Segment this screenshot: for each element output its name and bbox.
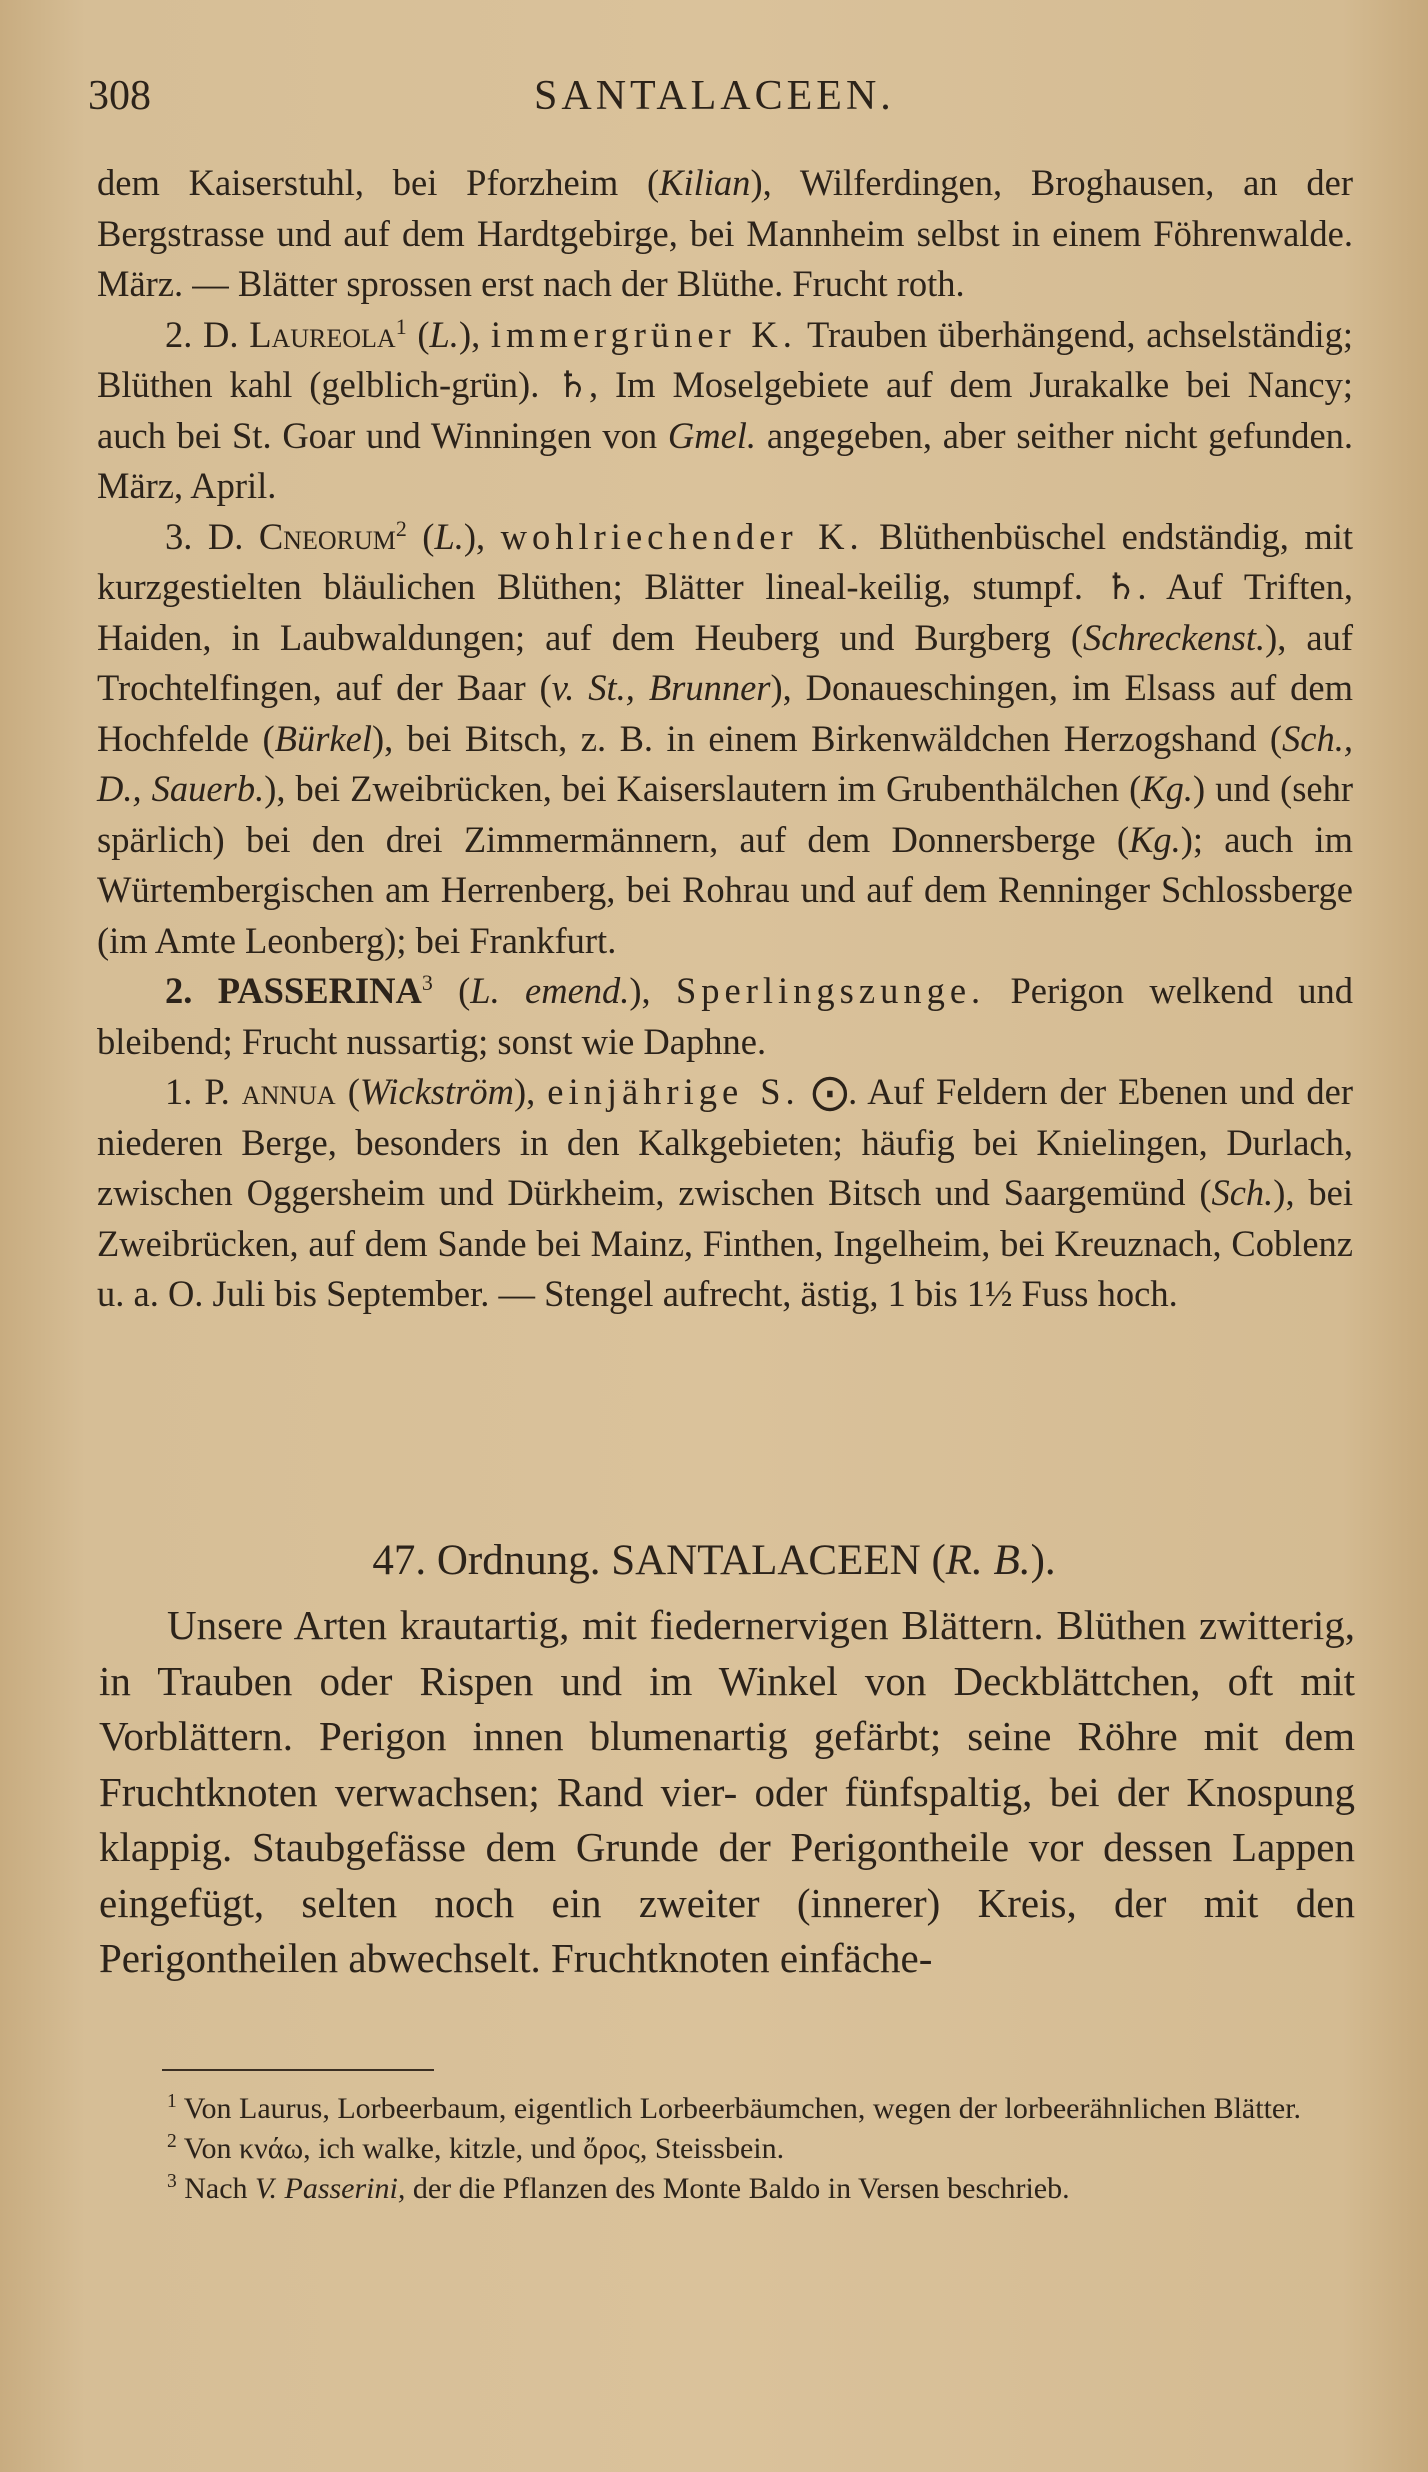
paragraph-order-description: Unsere Arten krautartig, mit fiedernervigen Blättern. Blüthen zwitterig, in Trauben oder Rispen und im Winkel von Deckblättchen, oft mit Vorblättern. Perigon innen blumenartig gefärbt; seine Röhre mit dem Fruchtknoten verwachsen; Rand vier- oder fünfspaltig, bei der Knospung klappig. Staubgefässe dem Grunde der Perigontheile vor dessen Lappen eingefügt, selten noch ein zweiter (innerer) Kreis, der mit den Perigontheilen abwechselt. Fruchtknoten einfäche- — [99, 1602, 1355, 1981]
author-ref: Gmel. — [667, 414, 757, 456]
text-run: ⨀. Auf Feldern der Ebenen und der niederen Berge, besonders in den Kalkgebieten; häufig bei Knielingen, Durlach, zwischen Oggersheim und Dürkheim, zwischen Bitsch und Saargemünd ( — [97, 1071, 1354, 1213]
main-text-upper — [97, 158, 1353, 1320]
text-run: Blüthenbüschel endständig, mit kurzgestielten bläulichen Blüthen; Blätter lineal-keilig, stumpf. ♄. Auf Triften, Haiden, in Laubwaldungen; auf dem Heuberg und Burgberg ( — [97, 515, 1354, 658]
text-run: ), auf Trochtelfingen, auf der Baar ( — [97, 616, 1353, 708]
page-header — [88, 72, 1350, 132]
text-run: ) und (sehr spärlich) bei den drei Zimmermännern, auf dem Donnersberge ( — [97, 768, 1354, 860]
common-name: einjährige S. — [547, 1071, 800, 1112]
species-author: L. — [434, 515, 464, 557]
species-name: annua — [241, 1071, 336, 1112]
main-text-lower — [99, 1598, 1355, 1987]
author-ref: Schreckenst. — [1083, 616, 1266, 658]
text-run: ); auch im Würtembergischen am Herrenberg, bei Rohrau und auf dem Renninger Schlossberge (im Amte Leonberg); bei Frankfurt. — [97, 818, 1353, 961]
species-name: Cneorum — [258, 515, 396, 557]
footnote-text: Von κνάω, ich walke, kitzle, und ὄρος, Steissbein. — [183, 2132, 785, 2165]
paragraph-daphne-laureola: 2. D. Laureola$^1$ (L.), immergrüner K. Trauben überhängend, achselständig; Blüthen kahl (gelblich-grün). ♄, Im Moselgebiete auf dem Jurakalke bei Nancy; auch bei St. Goar und Winningen von Gmel. angegeben, aber seither nicht gefunden. März, April. — [97, 313, 1354, 506]
footnote-person: V. Passerini, — [255, 2172, 406, 2205]
author-ref: Kilian — [659, 162, 751, 203]
heading-text: ). — [1030, 1537, 1056, 1584]
species-number: 3. D. — [165, 515, 244, 557]
author-ref: v. St., Brunner — [551, 667, 771, 708]
text-run: angegeben, aber seither nicht gefunden. März, April. — [97, 414, 1354, 506]
footnote-text: der die Pflanzen des Monte Baldo in Versen beschrieb. — [412, 2172, 1070, 2205]
species-number: 1. P. — [165, 1071, 230, 1112]
common-name: immergrüner K. — [490, 313, 797, 355]
author-ref: Sch., D., Sauerb. — [97, 717, 1353, 809]
species-number: 2. D. — [165, 313, 239, 355]
text-run: ), bei Zweibrücken, bei Kaiserslautern im Grubenthälchen ( — [264, 768, 1142, 809]
species-author: L. — [429, 313, 459, 355]
footnote-divider — [162, 2069, 434, 2071]
footnote-text: Nach — [184, 2172, 248, 2205]
text-run: ), Wilferdingen, Broghausen, an der Bergstrasse und auf dem Hardtgebirge, bei Mannheim selbst in einem Föhrenwalde. März. — Blätter sprossen erst nach der Blüthe. Frucht roth. — [97, 162, 1353, 304]
running-title: SANTALACEEN. — [534, 73, 895, 119]
species-name: Laureola — [249, 313, 396, 355]
paragraph-daphne-mezereum-cont — [97, 158, 1353, 310]
heading-text: 47. Ordnung. SANTALACEEN ( — [372, 1537, 946, 1584]
author-ref: Kg. — [1141, 768, 1194, 809]
footnote-ref: 3 — [421, 969, 433, 995]
footnote-number: 1 — [167, 2091, 177, 2112]
genus-number: 2. — [165, 970, 193, 1011]
section-heading — [0, 1536, 1428, 1585]
text-run: Perigon welkend und bleibend; Frucht nussartig; sonst wie Daphne. — [97, 970, 1354, 1062]
text-run: dem Kaiserstuhl, bei Pforzheim ( — [97, 162, 660, 203]
text-run: ), Donaueschingen, im Elsass auf dem Hochfelde ( — [97, 667, 1353, 759]
common-name: Sperlingszunge. — [676, 970, 986, 1011]
footnote-text: Von Laurus, Lorbeerbaum, eigentlich Lorbeerbäumchen, wegen der lorbeerähnlichen Blätter. — [183, 2092, 1302, 2125]
footnote-number: 3 — [167, 2171, 177, 2192]
page-number: 308 — [88, 73, 151, 119]
author-ref: Bürkel — [274, 717, 372, 759]
text-run: ), bei Bitsch, z. B. in einem Birkenwäldchen Herzogshand ( — [371, 717, 1283, 759]
text-run: Trauben überhängend, achselständig; Blüthen kahl (gelblich-grün). ♄, Im Moselgebiete auf dem Jurakalke bei Nancy; auch bei St. Goar und Winningen von — [97, 313, 1353, 456]
author-ref: Sch. — [1211, 1172, 1274, 1213]
common-name: wohlriechender K. — [500, 515, 864, 557]
paragraph-passerina-annua: 1. P. annua (Wickström), einjährige S. ⨀. Auf Feldern der Ebenen und der niederen Berge, besonders in den Kalkgebieten; häufig bei Knielingen, Durlach, zwischen Oggersheim und Dürkheim, zwischen Bitsch und Saargemünd (Sch.), bei Zweibrücken, auf dem Sande bei Mainz, Finthen, Ingelheim, bei Kreuznach, Coblenz u. a. O. Juli bis September. — Stengel aufrecht, ästig, 1 bis 1½ Fuss hoch. — [97, 1071, 1354, 1314]
genus-author: L. emend. — [470, 970, 630, 1011]
footnote-ref: 2 — [395, 515, 407, 541]
footnote-1 — [99, 2090, 1355, 2128]
footnotes — [99, 2090, 1355, 2210]
text-run: ), bei Zweibrücken, auf dem Sande bei Mainz, Finthen, Ingelheim, bei Kreuznach, Coblenz u. a. O. Juli bis September. — Stengel aufrecht, ästig, 1 bis 1½ Fuss hoch. — [97, 1172, 1353, 1314]
footnote-2 — [99, 2130, 1355, 2168]
heading-author: R. B. — [945, 1537, 1031, 1584]
paragraph-passerina: 2. PASSERINA$^3$ (L. emend.), Sperlingszunge. Perigon welkend und bleibend; Frucht nussartig; sonst wie Daphne. — [97, 969, 1354, 1062]
author-ref: Kg. — [1128, 818, 1181, 860]
species-author: Wickström — [359, 1071, 514, 1112]
footnote-3 — [99, 2170, 1355, 2208]
paragraph-daphne-cneorum: 3. D. Cneorum$^2$ (L.), wohlriechender K. Blüthenbüschel endständig, mit kurzgestielten bläulichen Blüthen; Blätter lineal-keilig, stumpf. ♄. Auf Triften, Haiden, in Laubwaldungen; auf dem Heuberg und Burgberg (Schreckenst.), auf Trochtelfingen, auf der Baar (v. St., Brunner), Donaueschingen, im Elsass auf dem Hochfelde (Bürkel), bei Bitsch, z. B. in einem Birkenwäldchen Herzogshand (Sch., D., Sauerb.), bei Zweibrücken, bei Kaiserslautern im Grubenthälchen (Kg.) und (sehr spärlich) bei den drei Zimmermännern, auf dem Donnersberge (Kg.); auch im Würtembergischen am Herrenberg, bei Rohrau und auf dem Renninger Schlossberge (im Amte Leonberg); bei Frankfurt. — [97, 515, 1354, 961]
genus-name: PASSERINA — [217, 970, 422, 1011]
footnote-number: 2 — [167, 2131, 177, 2152]
footnote-ref: 1 — [395, 313, 407, 339]
